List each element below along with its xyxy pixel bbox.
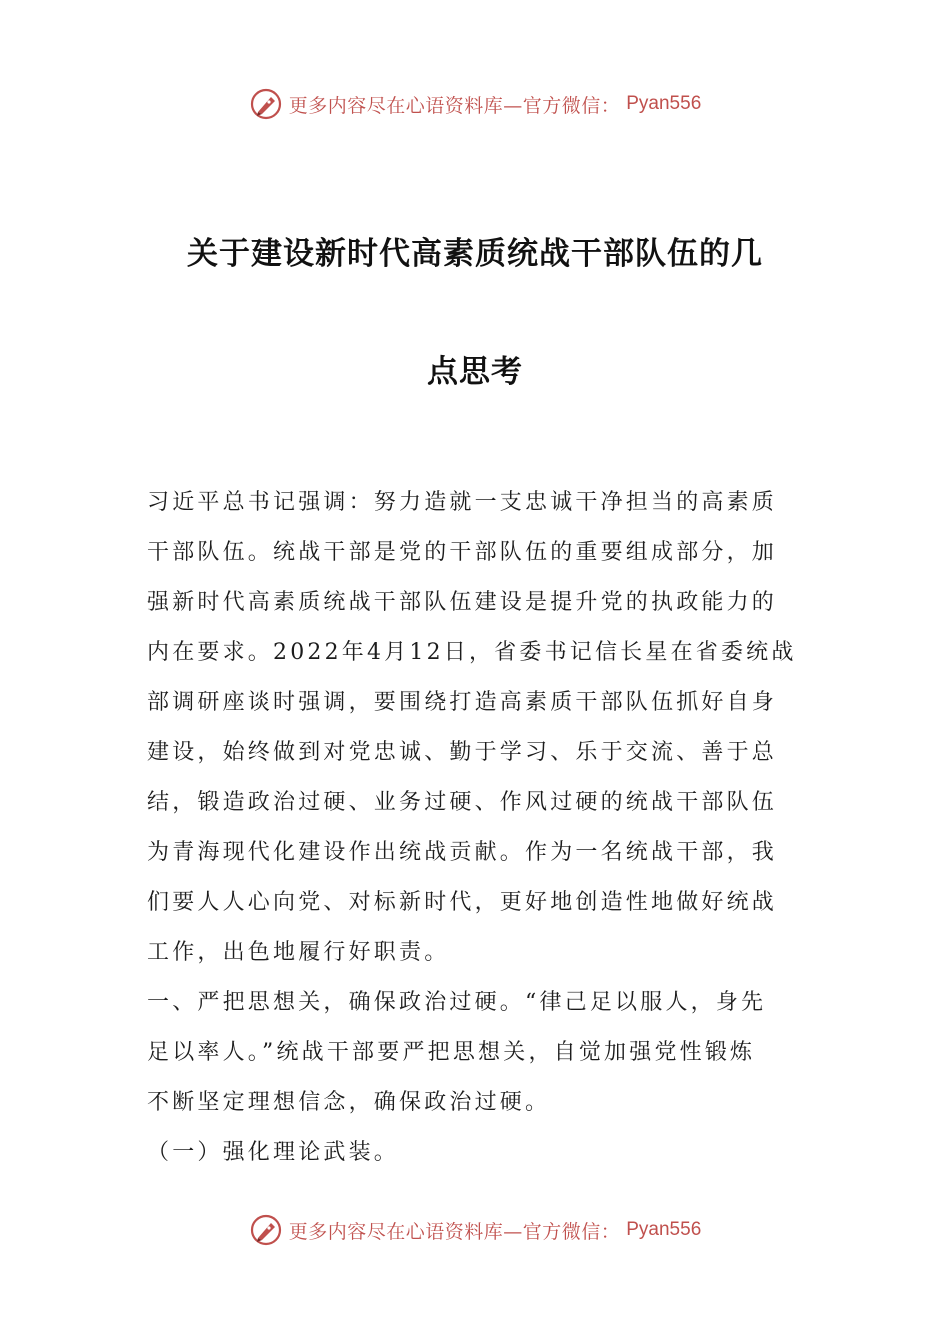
footer-banner-text: 更多内容尽在心语资料库—官方微信：: [288, 1220, 621, 1243]
document-title-line-1: 关于建设新时代高素质统战干部队伍的几: [187, 236, 763, 272]
footer-banner: [0, 1210, 950, 1250]
body-line: 为青海现代化建设作出统战贡献。作为一名统战干部，我: [147, 840, 778, 865]
subsection-heading-line: （一）强化理论武装。: [147, 1140, 400, 1165]
body-line: 干部队伍。统战干部是党的干部队伍的重要组成部分，加: [147, 540, 778, 565]
footer-wechat-id: Pyan556: [626, 1219, 702, 1240]
header-banner: [0, 84, 950, 124]
header-wechat-id: Pyan556: [626, 93, 702, 114]
section-heading-line: 一、严把思想关，确保政治过硬。“律己足以服人，身先: [147, 990, 767, 1015]
body-line: 们要人人心向党、对标新时代，更好地创造性地做好统战: [147, 890, 778, 915]
body-line: 工作，出色地履行好职责。: [147, 940, 450, 965]
header-banner-text: 更多内容尽在心语资料库—官方微信：: [288, 94, 621, 117]
document-title-line-2: 点思考: [427, 354, 523, 390]
pen-nib-icon: [249, 1213, 283, 1247]
body-line: 部调研座谈时强调，要围绕打造高素质干部队伍抓好自身: [147, 690, 778, 715]
document-body: [147, 478, 807, 1178]
pen-nib-icon: [249, 87, 283, 121]
body-line: 习近平总书记强调：努力造就一支忠诚干净担当的高素质: [147, 490, 778, 515]
body-line: 足以率人。”统战干部要严把思想关，自觉加强党性锻炼: [147, 1040, 756, 1065]
body-line: 建设，始终做到对党忠诚、勤于学习、乐于交流、善于总: [147, 740, 778, 765]
body-line: 内在要求。2022年4月12日，省委书记信长星在省委统战: [147, 640, 797, 665]
body-line: 结，锻造政治过硬、业务过硬、作风过硬的统战干部队伍: [147, 790, 778, 815]
body-line: 强新时代高素质统战干部队伍建设是提升党的执政能力的: [147, 590, 778, 615]
body-line: 不断坚定理想信念，确保政治过硬。: [147, 1090, 551, 1115]
